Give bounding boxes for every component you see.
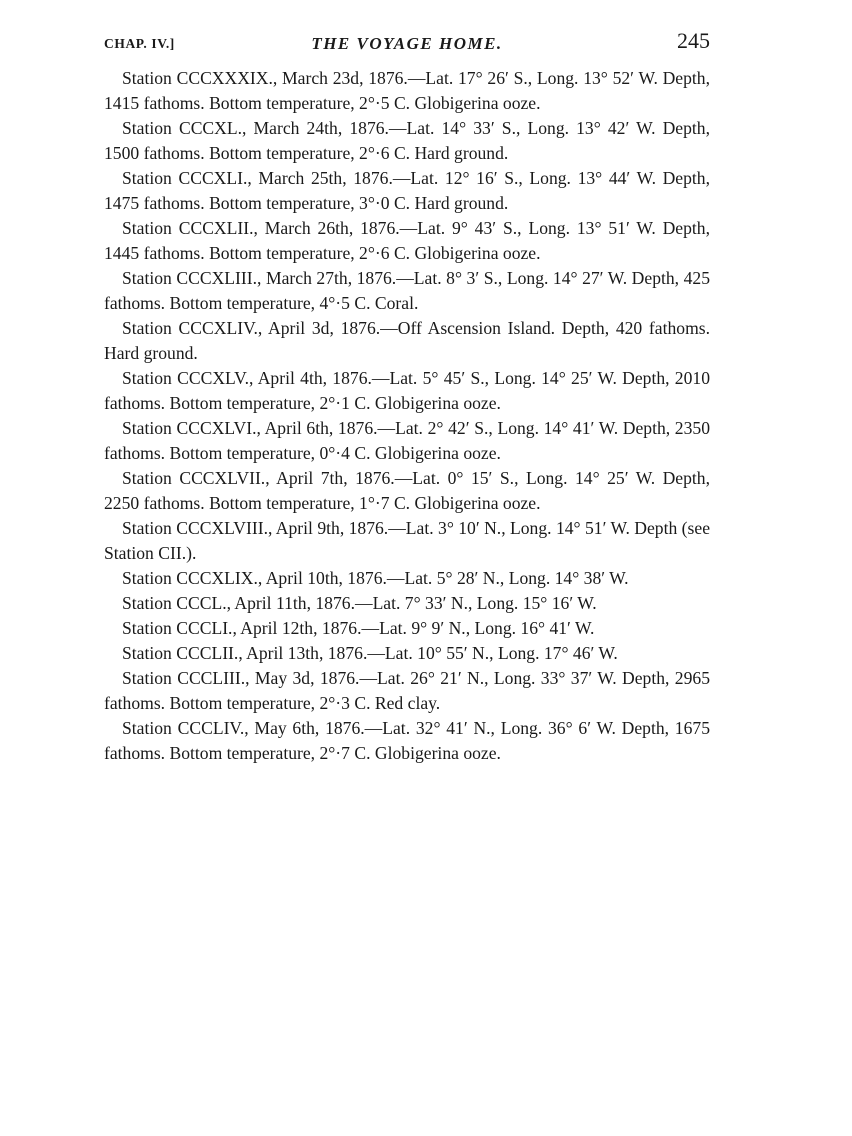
station-entry: Station CCCXXXIX., March 23d, 1876.—Lat. 17° 26′ S., Long. 13° 52′ W. Depth, 1415 fathoms. Bottom temperature, 2°·5 C. Globigerina ooze. bbox=[104, 68, 710, 113]
station-list bbox=[104, 66, 710, 766]
station-entry: Station CCCL., April 11th, 1876.—Lat. 7° 33′ N., Long. 15° 16′ W. bbox=[122, 593, 597, 613]
station-entry: Station CCCLIII., May 3d, 1876.—Lat. 26° 21′ N., Long. 33° 37′ W. Depth, 2965 fathoms. Bottom temperature, 2°·3 C. Red clay. bbox=[104, 668, 710, 713]
station-entry: Station CCCXLIII., March 27th, 1876.—Lat. 8° 3′ S., Long. 14° 27′ W. Depth, 425 fathoms. Bottom temperature, 4°·5 C. Coral. bbox=[104, 268, 710, 313]
book-page bbox=[104, 28, 710, 766]
station-entry: Station CCCXLVIII., April 9th, 1876.—Lat. 3° 10′ N., Long. 14° 51′ W. Depth (see Station CII.). bbox=[104, 518, 710, 563]
station-entry: Station CCCLI., April 12th, 1876.—Lat. 9° 9′ N., Long. 16° 41′ W. bbox=[122, 618, 595, 638]
station-entry: Station CCCLIV., May 6th, 1876.—Lat. 32° 41′ N., Long. 36° 6′ W. Depth, 1675 fathoms. Bottom temperature, 2°·7 C. Globigerina ooze. bbox=[104, 718, 710, 763]
station-entry: Station CCCXLV., April 4th, 1876.—Lat. 5° 45′ S., Long. 14° 25′ W. Depth, 2010 fathoms. Bottom temperature, 2°·1 C. Globigerina ooze. bbox=[104, 368, 710, 413]
station-entry: Station CCCXLVI., April 6th, 1876.—Lat. 2° 42′ S., Long. 14° 41′ W. Depth, 2350 fathoms. Bottom temperature, 0°·4 C. Globigerina ooze. bbox=[104, 418, 710, 463]
station-entry: Station CCCXLIV., April 3d, 1876.—Off Ascension Island. Depth, 420 fathoms. Hard ground. bbox=[104, 318, 710, 363]
running-title: THE VOYAGE HOME. bbox=[311, 34, 503, 53]
station-entry: Station CCCXL., March 24th, 1876.—Lat. 14° 33′ S., Long. 13° 42′ W. Depth, 1500 fathoms. Bottom temperature, 2°·6 C. Hard ground. bbox=[104, 118, 710, 163]
station-entry: Station CCCXLVII., April 7th, 1876.—Lat. 0° 15′ S., Long. 14° 25′ W. Depth, 2250 fathoms. Bottom temperature, 1°·7 C. Globigerina ooze. bbox=[104, 468, 710, 513]
station-entry: Station CCCXLIX., April 10th, 1876.—Lat. 5° 28′ N., Long. 14° 38′ W. bbox=[122, 568, 629, 588]
station-entry: Station CCCXLI., March 25th, 1876.—Lat. 12° 16′ S., Long. 13° 44′ W. Depth, 1475 fathoms. Bottom temperature, 3°·0 C. Hard ground. bbox=[104, 168, 710, 213]
page-number: 245 bbox=[677, 28, 710, 53]
running-head bbox=[104, 28, 710, 60]
station-entry: Station CCCLII., April 13th, 1876.—Lat. 10° 55′ N., Long. 17° 46′ W. bbox=[122, 643, 618, 663]
station-entry: Station CCCXLII., March 26th, 1876.—Lat. 9° 43′ S., Long. 13° 51′ W. Depth, 1445 fathoms. Bottom temperature, 2°·6 C. Globigerina ooze. bbox=[104, 218, 710, 263]
chapter-label: CHAP. IV.] bbox=[104, 36, 175, 51]
